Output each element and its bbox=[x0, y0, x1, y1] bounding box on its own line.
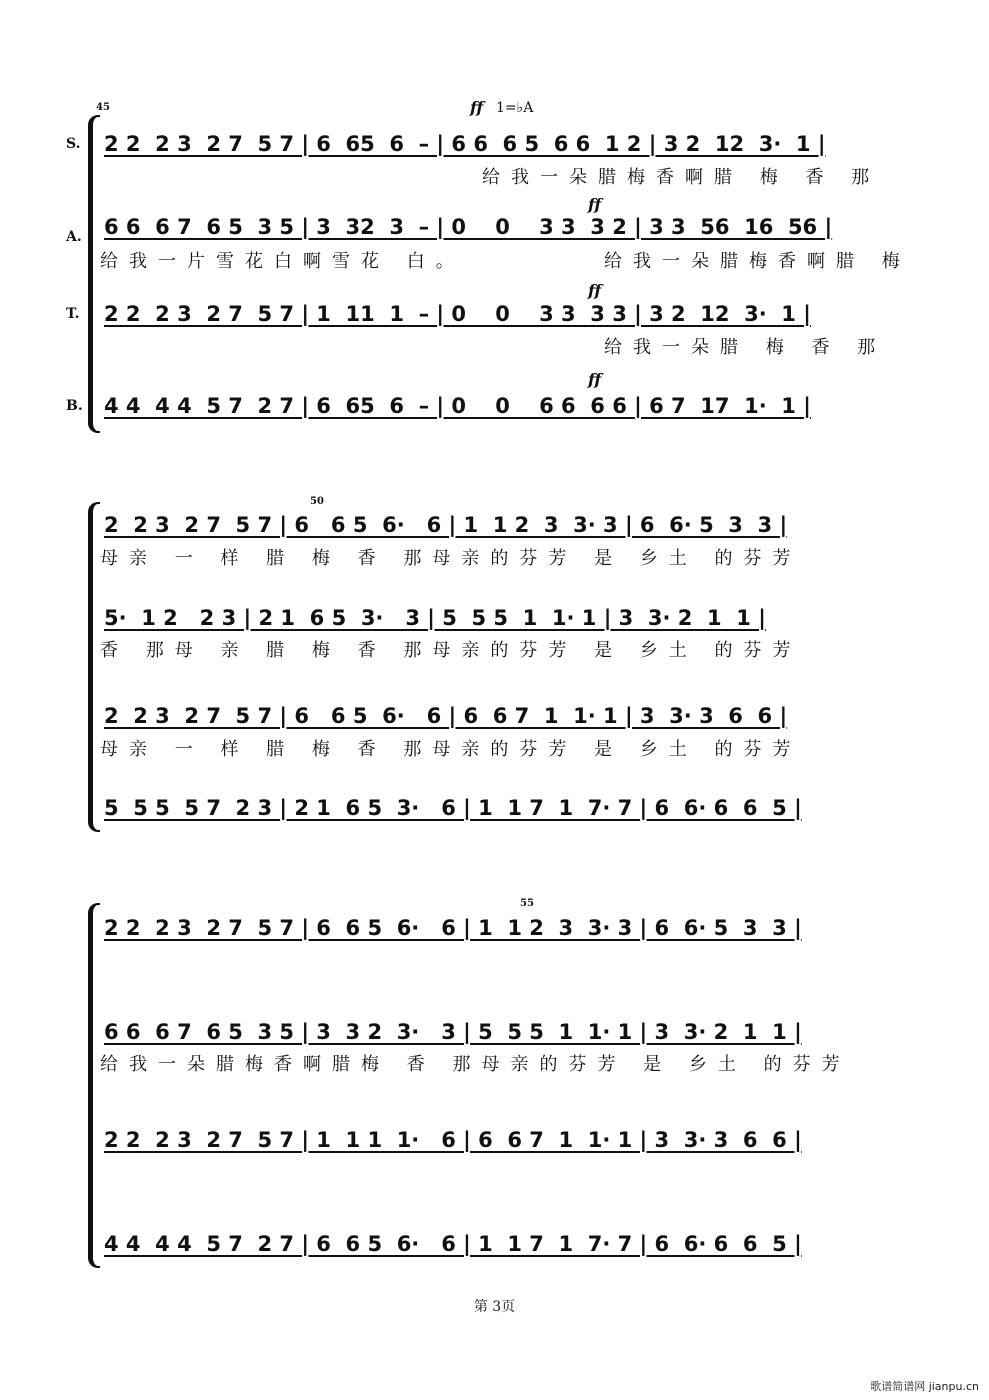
system-bracket bbox=[88, 502, 100, 832]
voice-label-tenor: T. bbox=[66, 306, 80, 322]
voice-label-soprano: S. bbox=[66, 136, 81, 152]
soprano-lyrics: 母亲 一 样 腊 梅 香 那母亲的芬芳 是 乡土 的芬芳 bbox=[100, 548, 802, 569]
alto-lyrics: 给我一片雪花白啊雪花 白。 bbox=[100, 251, 465, 272]
bass-notes: 4 4 4 4 5 7 2 7 | 6 6 5 6· 6 | 1 1 7 1 7· 7 | 6 6· 6 6 5 | bbox=[104, 1232, 802, 1256]
alto-lyrics: 给我一朵腊梅香啊腊梅 香 那母亲的芬芳 是 乡土 的芬芳 bbox=[100, 1054, 851, 1075]
bass-notes: 5 5 5 5 7 2 3 | 2 1 6 5 3· 6 | 1 1 7 1 7· 7 | 6 6· 6 6 5 | bbox=[104, 796, 802, 820]
dynamic-marking: ff bbox=[588, 195, 602, 214]
measure-number: 55 bbox=[520, 898, 534, 909]
alto-notes: 6 6 6 7 6 5 3 5 | 3 32 3 – | 0 0 3 3 3 2 | 3 3 56 16 56 | bbox=[104, 215, 833, 239]
dynamic-marking: ff bbox=[470, 98, 484, 117]
dynamic-marking: ff bbox=[588, 370, 602, 389]
tenor-notes: 2 2 3 2 7 5 7 | 6 6 5 6· 6 | 6 6 7 1 1· 1 | 3 3· 3 6 6 | bbox=[104, 704, 788, 728]
watermark: 歌谱简谱网 jianpu.cn bbox=[870, 1380, 979, 1393]
tenor-notes: 2 2 2 3 2 7 5 7 | 1 11 1 – | 0 0 3 3 3 3 | 3 2 12 3· 1 | bbox=[104, 302, 811, 326]
measure-number: 45 bbox=[96, 102, 110, 113]
alto-lyrics-2: 给我一朵腊梅香啊腊 梅 bbox=[604, 251, 911, 272]
tenor-notes: 2 2 2 3 2 7 5 7 | 1 1 1 1· 6 | 6 6 7 1 1· 1 | 3 3· 3 6 6 | bbox=[104, 1128, 802, 1152]
alto-lyrics: 香 那母 亲 腊 梅 香 那母亲的芬芳 是 乡土 的芬芳 bbox=[100, 640, 802, 661]
system-bracket bbox=[88, 115, 100, 433]
soprano-notes: 2 2 2 3 2 7 5 7 | 6 6 5 6· 6 | 1 1 2 3 3· 3 | 6 6· 5 3 3 | bbox=[104, 916, 802, 940]
soprano-notes: 2 2 2 3 2 7 5 7 | 6 65 6 – | 6 6 6 5 6 6 1 2 | 3 2 12 3· 1 | bbox=[104, 132, 826, 156]
bass-notes: 4 4 4 4 5 7 2 7 | 6 65 6 – | 0 0 6 6 6 6 | 6 7 17 1· 1 | bbox=[104, 394, 811, 418]
key-signature: 1=♭A bbox=[496, 100, 534, 116]
voice-label-bass: B. bbox=[66, 398, 83, 414]
page-number: 第 3页 bbox=[473, 1299, 516, 1315]
voice-label-alto: A. bbox=[66, 229, 82, 245]
alto-notes: 5· 1 2 2 3 | 2 1 6 5 3· 3 | 5 5 5 1 1· 1 | 3 3· 2 1 1 | bbox=[104, 606, 766, 630]
soprano-notes: 2 2 3 2 7 5 7 | 6 6 5 6· 6 | 1 1 2 3 3· 3 | 6 6· 5 3 3 | bbox=[104, 513, 788, 537]
tenor-lyrics: 给我一朵腊 梅 香 那 bbox=[604, 337, 887, 358]
measure-number: 50 bbox=[310, 496, 324, 507]
system-bracket bbox=[88, 903, 100, 1268]
dynamic-marking: ff bbox=[588, 281, 602, 300]
soprano-lyrics: 给我一朵腊梅香啊腊 梅 香 那 bbox=[482, 167, 881, 188]
tenor-lyrics: 母亲 一 样 腊 梅 香 那母亲的芬芳 是 乡土 的芬芳 bbox=[100, 739, 802, 760]
alto-notes: 6 6 6 7 6 5 3 5 | 3 3 2 3· 3 | 5 5 5 1 1· 1 | 3 3· 2 1 1 | bbox=[104, 1020, 802, 1044]
